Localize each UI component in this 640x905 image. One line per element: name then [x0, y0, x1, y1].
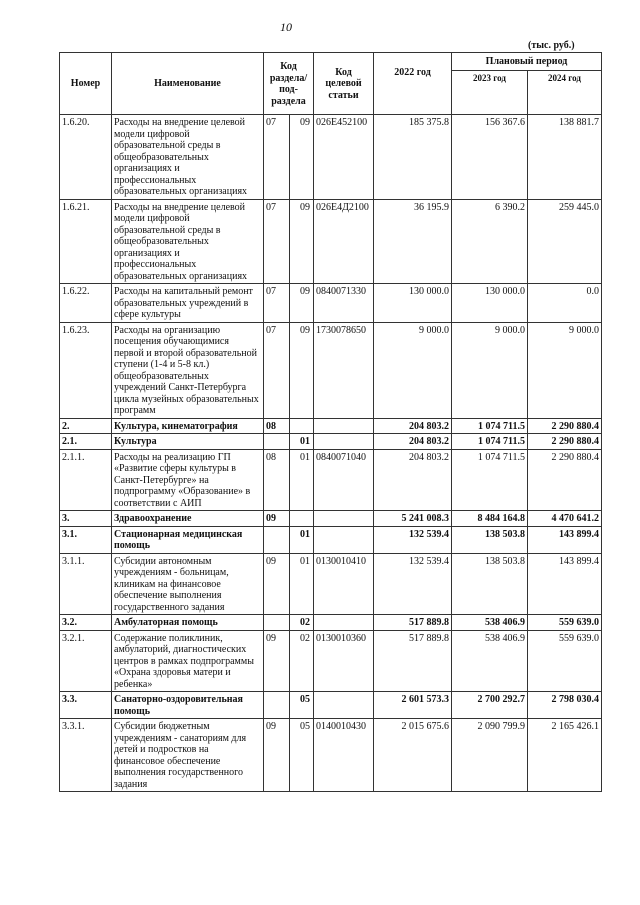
row-number: 3.1. [60, 526, 112, 553]
row-target-code [314, 692, 374, 719]
row-subsection: 05 [290, 719, 314, 792]
row-number: 1.6.22. [60, 284, 112, 323]
row-target-code [314, 418, 374, 434]
row-2024: 143 899.4 [528, 526, 602, 553]
table-row [60, 615, 602, 631]
table-row [60, 692, 602, 719]
row-subsection: 09 [290, 199, 314, 284]
row-2022: 9 000.0 [374, 322, 452, 418]
row-number: 1.6.20. [60, 115, 112, 200]
row-subsection: 05 [290, 692, 314, 719]
table-row [60, 553, 602, 615]
row-name: Расходы на капитальный ремонт образовательных учреждений в сфере культуры [112, 284, 264, 323]
row-2024: 2 798 030.4 [528, 692, 602, 719]
row-subsection [290, 511, 314, 527]
row-number: 3. [60, 511, 112, 527]
row-section: 09 [264, 511, 290, 527]
row-number: 1.6.23. [60, 322, 112, 418]
row-target-code: 1730078650 [314, 322, 374, 418]
row-subsection: 02 [290, 630, 314, 692]
header-year-2022: 2022 год [374, 53, 452, 115]
page-number: 10 [280, 20, 292, 34]
row-target-code: 0840071040 [314, 449, 374, 511]
row-2022: 2 601 573.3 [374, 692, 452, 719]
row-number: 3.2.1. [60, 630, 112, 692]
table-row [60, 526, 602, 553]
row-2024: 9 000.0 [528, 322, 602, 418]
units-label: (тыс. руб.) [528, 40, 575, 51]
table-row [60, 115, 602, 200]
row-2023: 138 503.8 [452, 526, 528, 553]
row-section: 09 [264, 553, 290, 615]
row-name: Стационарная медицинская помощь [112, 526, 264, 553]
row-section [264, 526, 290, 553]
row-2023: 156 367.6 [452, 115, 528, 200]
row-section: 08 [264, 418, 290, 434]
row-number: 3.3. [60, 692, 112, 719]
row-section [264, 692, 290, 719]
row-2023: 1 074 711.5 [452, 434, 528, 450]
row-name: Содержание поликлиник, амбулаторий, диагностических центров в рамках подпрограммы «Охрана здоровья матери и ребенка» [112, 630, 264, 692]
header-number: Номер [60, 53, 112, 115]
row-name: Санаторно-оздоровительная помощь [112, 692, 264, 719]
row-name: Расходы на реализацию ГП «Развитие сферы культуры в Санкт-Петербурге» на подпрограмму «Образование» в соответствии с АИП [112, 449, 264, 511]
row-2024: 559 639.0 [528, 615, 602, 631]
row-name: Расходы на организацию посещения обучающимися первой и второй образовательной ступени (1-4 и 5-8 кл.) общеобразовательных учреждений Санкт-Петербурга цикла музейных образовательных программ [112, 322, 264, 418]
row-name: Культура [112, 434, 264, 450]
header-name: Наименование [112, 53, 264, 115]
row-2022: 517 889.8 [374, 630, 452, 692]
row-target-code: 0130010360 [314, 630, 374, 692]
table-row [60, 630, 602, 692]
row-2022: 204 803.2 [374, 449, 452, 511]
row-section: 09 [264, 630, 290, 692]
row-2022: 517 889.8 [374, 615, 452, 631]
budget-table [59, 52, 602, 792]
table-row [60, 719, 602, 792]
row-section [264, 434, 290, 450]
row-number: 2. [60, 418, 112, 434]
row-name: Амбулаторная помощь [112, 615, 264, 631]
row-target-code [314, 511, 374, 527]
row-2023: 1 074 711.5 [452, 418, 528, 434]
row-section: 07 [264, 322, 290, 418]
row-subsection: 09 [290, 322, 314, 418]
table-row [60, 199, 602, 284]
row-target-code [314, 434, 374, 450]
row-target-code: 0840071330 [314, 284, 374, 323]
row-2022: 130 000.0 [374, 284, 452, 323]
row-2022: 5 241 008.3 [374, 511, 452, 527]
row-section: 07 [264, 115, 290, 200]
row-section: 09 [264, 719, 290, 792]
header-plan-period: Плановый период [452, 53, 602, 71]
row-number: 2.1.1. [60, 449, 112, 511]
row-2023: 2 700 292.7 [452, 692, 528, 719]
row-name: Субсидии автономным учреждениям - больницам, клиникам на финансовое обеспечение выполнения государственного задания [112, 553, 264, 615]
row-name: Субсидии бюджетным учреждениям - санаториям для детей и подростков на финансовое обеспечение выполнения государственного задания [112, 719, 264, 792]
row-subsection: 01 [290, 449, 314, 511]
row-target-code [314, 526, 374, 553]
row-name: Расходы на внедрение целевой модели цифровой образовательной среды в общеобразовательных организациях и профессиональных образовательных организациях [112, 199, 264, 284]
row-number: 1.6.21. [60, 199, 112, 284]
row-2024: 2 290 880.4 [528, 418, 602, 434]
row-2022: 132 539.4 [374, 553, 452, 615]
row-subsection: 09 [290, 115, 314, 200]
row-2023: 1 074 711.5 [452, 449, 528, 511]
row-target-code: 026Е4Д2100 [314, 199, 374, 284]
row-2023: 9 000.0 [452, 322, 528, 418]
row-2024: 2 290 880.4 [528, 434, 602, 450]
table-row [60, 418, 602, 434]
row-2024: 559 639.0 [528, 630, 602, 692]
row-subsection [290, 418, 314, 434]
row-number: 3.2. [60, 615, 112, 631]
row-target-code: 0130010410 [314, 553, 374, 615]
row-2022: 132 539.4 [374, 526, 452, 553]
row-subsection: 01 [290, 526, 314, 553]
row-2023: 138 503.8 [452, 553, 528, 615]
row-2023: 130 000.0 [452, 284, 528, 323]
table-row [60, 322, 602, 418]
table-row [60, 284, 602, 323]
row-subsection: 01 [290, 434, 314, 450]
table-row [60, 449, 602, 511]
table-body [60, 115, 602, 792]
row-name: Расходы на внедрение целевой модели цифровой образовательной среды в общеобразовательных организациях и профессиональных образовательных организациях [112, 115, 264, 200]
row-section: 07 [264, 284, 290, 323]
row-2024: 138 881.7 [528, 115, 602, 200]
row-target-code: 026Е452100 [314, 115, 374, 200]
header-section-code: Код раздела/ под- раздела [264, 53, 314, 115]
row-2023: 538 406.9 [452, 630, 528, 692]
row-name: Здравоохранение [112, 511, 264, 527]
row-2024: 2 165 426.1 [528, 719, 602, 792]
row-number: 2.1. [60, 434, 112, 450]
row-subsection: 01 [290, 553, 314, 615]
row-2022: 2 015 675.6 [374, 719, 452, 792]
header-target-code: Код целевой статьи [314, 53, 374, 115]
row-2023: 538 406.9 [452, 615, 528, 631]
row-target-code [314, 615, 374, 631]
row-2024: 2 290 880.4 [528, 449, 602, 511]
row-2024: 4 470 641.2 [528, 511, 602, 527]
row-number: 3.1.1. [60, 553, 112, 615]
table-row [60, 511, 602, 527]
row-subsection: 09 [290, 284, 314, 323]
table-row [60, 434, 602, 450]
header-year-2024: 2024 год [528, 71, 602, 115]
row-2022: 185 375.8 [374, 115, 452, 200]
row-section: 07 [264, 199, 290, 284]
header-year-2023: 2023 год [452, 71, 528, 115]
row-number: 3.3.1. [60, 719, 112, 792]
row-2023: 8 484 164.8 [452, 511, 528, 527]
row-2023: 2 090 799.9 [452, 719, 528, 792]
row-2022: 204 803.2 [374, 418, 452, 434]
row-2024: 0.0 [528, 284, 602, 323]
row-2022: 204 803.2 [374, 434, 452, 450]
row-2024: 259 445.0 [528, 199, 602, 284]
row-2022: 36 195.9 [374, 199, 452, 284]
row-2023: 6 390.2 [452, 199, 528, 284]
row-section [264, 615, 290, 631]
row-section: 08 [264, 449, 290, 511]
row-name: Культура, кинематография [112, 418, 264, 434]
row-target-code: 0140010430 [314, 719, 374, 792]
row-subsection: 02 [290, 615, 314, 631]
row-2024: 143 899.4 [528, 553, 602, 615]
